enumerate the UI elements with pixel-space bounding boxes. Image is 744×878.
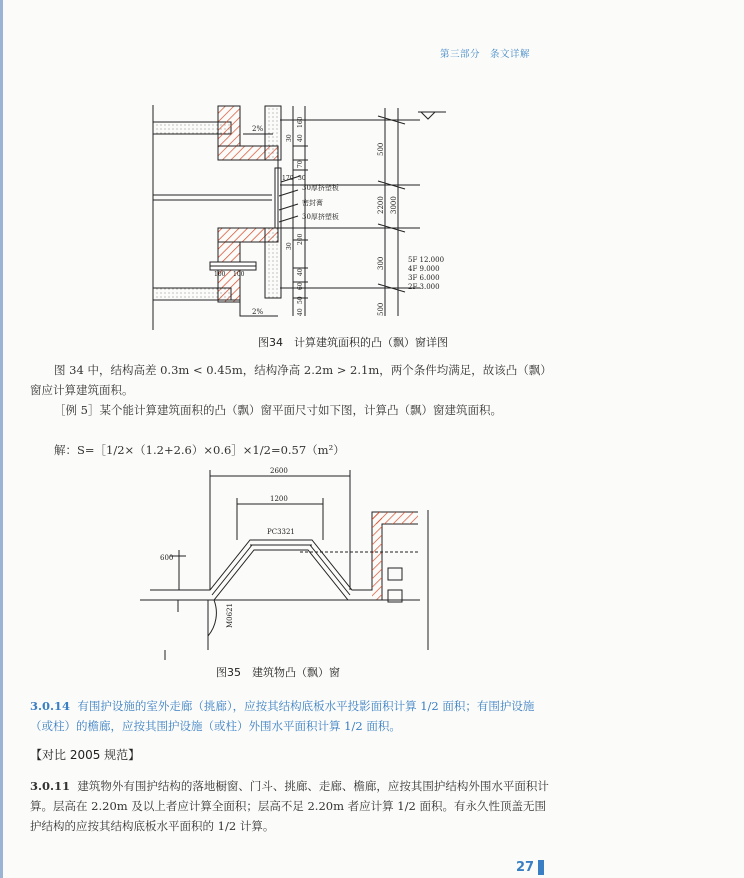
fig35-dim-2600: 2600	[270, 467, 288, 475]
fig34-dim-30-mid: 30	[298, 175, 306, 182]
fig34-dim-70: 70	[297, 160, 304, 168]
example-5: ［例 5］某个能计算建筑面积的凸（飘）窗平面尺寸如下图，计算凸（飘）窗建筑面积。	[54, 403, 502, 417]
fig34-dim-40-bot1: 40	[297, 268, 304, 276]
fig34-dim-50: 50	[297, 296, 304, 304]
fig34-dim-40-top: 40	[297, 134, 304, 142]
fig34-dim-500-bot: 500	[377, 302, 385, 316]
compare-2005-title: 【对比 2005 规范】	[30, 748, 141, 762]
fig34-dim-3000: 3000	[390, 196, 398, 214]
clause-3-0-14-text: 有围护设施的室外走廊（挑廊），应按其结构底板水平投影面积计算 1/2 面积；有围护设施（或柱）的檐廊，应按其围护设施（或柱）外围水平面积计算 1/2 面积。	[30, 699, 535, 733]
fig34-dim-100a: 100	[214, 271, 226, 278]
fig35-dim-600: 600	[160, 554, 174, 562]
fig34-sealant-label: 密封膏	[302, 199, 323, 207]
clause-3-0-14	[30, 696, 554, 736]
fig34-board1-label: 30厚挤塑板	[302, 184, 339, 192]
clause-3-0-11-text: 建筑物外有围护结构的落地橱窗、门斗、挑廊、走廊、檐廊，应按其围护结构外围水平面积计算。层高在 2.20m 及以上者应计算全面积；层高不足 2.20m 者应计算 1/2 面积。有永久性顶盖无围护结构的应按其结构底板水平面积的 1/2 计算。	[30, 779, 549, 833]
fig34-level-3f: 3F 6.000	[408, 274, 440, 282]
fig34-level-5f: 5F 12.000	[408, 256, 445, 264]
fig35-window-code: PC3321	[267, 528, 295, 536]
paragraph-1: 图 34 中，结构高差 0.3m < 0.45m，结构净高 2.2m > 2.1m，两个条件均满足，故该凸（飘）窗应计算建筑面积。	[30, 363, 552, 397]
clause-3-0-14-number: 3.0.14	[30, 699, 71, 713]
fig35-dim-1200: 1200	[270, 495, 288, 503]
page-number: 27	[516, 860, 535, 875]
figure-34-caption: 图34 计算建筑面积的凸（飘）窗详图	[258, 336, 448, 349]
fig34-dim-30-top: 30	[286, 134, 293, 142]
page-number-bar	[538, 860, 544, 875]
fig35-door-code: M0621	[226, 603, 234, 628]
fig34-dim-200: 200	[297, 233, 304, 245]
fig34-dim-160: 160	[297, 116, 304, 128]
fig34-level-4f: 4F 9.000	[408, 265, 440, 273]
fig34-slope-bottom: 2%	[252, 308, 264, 316]
fig34-board2-label: 30厚挤塑板	[302, 213, 339, 221]
figure-35-caption: 图35 建筑物凸（飘）窗	[216, 666, 340, 679]
fig34-level-2f: 2F 3.000	[408, 283, 440, 291]
fig34-dim-500-top: 500	[377, 142, 385, 156]
fig34-dim-60: 60	[297, 282, 304, 290]
fig34-dim-40-bot2: 40	[297, 308, 304, 316]
clause-3-0-11-number: 3.0.11	[30, 779, 71, 793]
solution-formula: 解：S=［1/2×（1.2+2.6）×0.6］×1/2=0.57（m²）	[54, 443, 345, 457]
fig34-dim-100b: 100	[233, 271, 245, 278]
fig34-slope-top: 2%	[252, 125, 264, 133]
fig34-dim-170: 170	[282, 175, 294, 182]
fig34-dim-30-low: 30	[286, 242, 293, 250]
clause-3-0-11	[30, 776, 554, 836]
running-header: 第三部分 条文详解	[439, 49, 530, 60]
fig34-dim-2200: 2200	[377, 196, 385, 214]
fig34-dim-300: 300	[377, 256, 385, 270]
